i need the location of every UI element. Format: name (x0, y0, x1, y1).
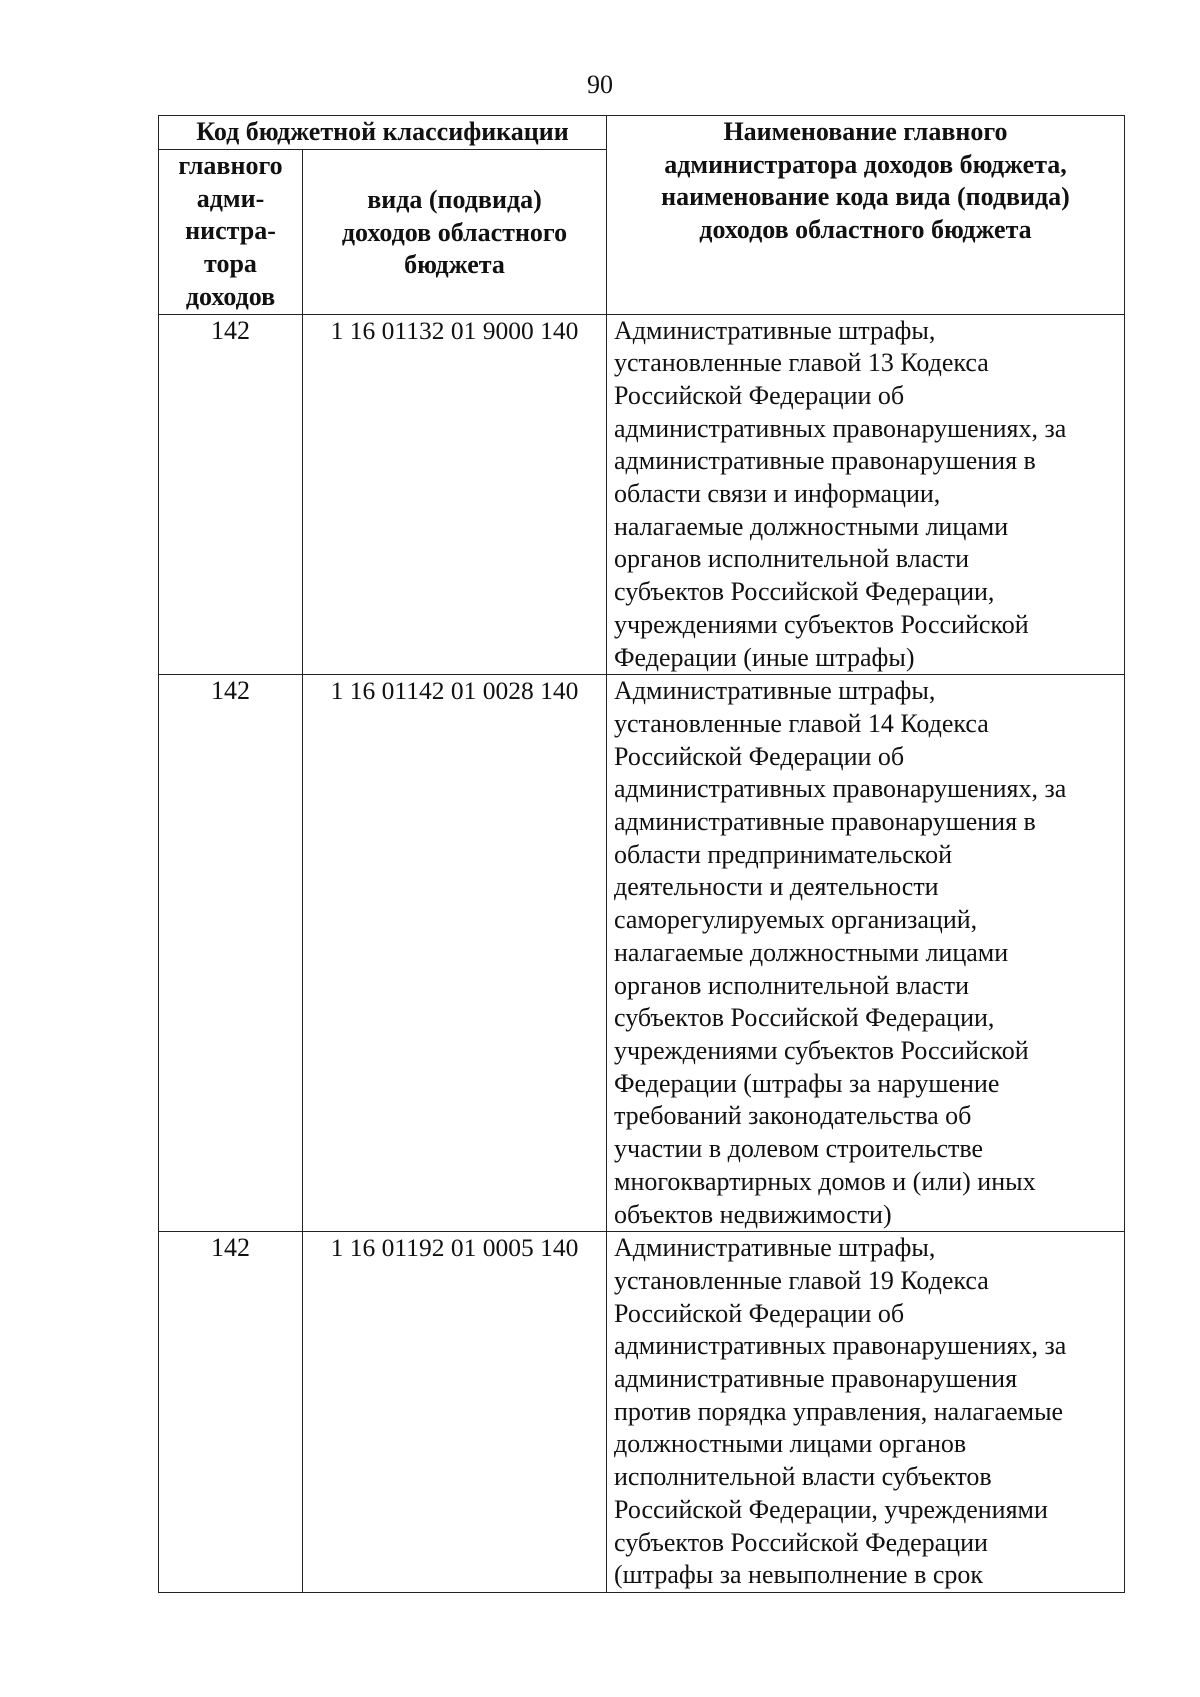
description-line: Федерации (иные штрафы) (614, 642, 915, 672)
description-line: участии в долевом строительстве (614, 1134, 984, 1164)
description-line: органов исполнительной власти (614, 970, 970, 1000)
admin-code-cell: 142 (159, 675, 303, 1232)
description-line: деятельности и деятельности (614, 872, 939, 902)
header-admin-column (159, 150, 303, 315)
header-admin-line: адми- (196, 183, 265, 213)
description-line: Административные штрафы, (614, 1233, 936, 1263)
description-line: должностными лицами органов (614, 1429, 967, 1459)
header-admin-line: нистра- (185, 216, 276, 246)
table-row (159, 675, 1125, 1232)
description-line: административные правонарушения в (614, 446, 1036, 476)
description-line: против порядка управления, налагаемые (614, 1396, 1064, 1426)
header-name-line: администратора доходов бюджета, (664, 149, 1067, 179)
description-line: налагаемые должностными лицами (614, 511, 1009, 541)
table-header (159, 116, 1125, 315)
header-name-column (607, 116, 1125, 315)
header-row-group (159, 116, 1125, 150)
description-line: установленные главой 14 Кодекса (614, 708, 989, 738)
description-line: субъектов Российской Федерации, (614, 577, 995, 607)
description-line: субъектов Российской Федерации, (614, 1003, 995, 1033)
description-line: административных правонарушениях, за (614, 413, 1067, 443)
description-line: Российской Федерации об (614, 1298, 905, 1328)
description-line: административных правонарушениях, за (614, 774, 1067, 804)
description-line: Российской Федерации, учреждениями (614, 1494, 1048, 1524)
header-kind-column (303, 150, 607, 315)
description-line: налагаемые должностными лицами (614, 937, 1009, 967)
description-line: Административные штрафы, (614, 676, 936, 706)
description-line: административных правонарушениях, за (614, 1331, 1067, 1361)
description-line: учреждениями субъектов Российской (614, 609, 1029, 639)
description-line: исполнительной власти субъектов (614, 1462, 992, 1492)
description-line: учреждениями субъектов Российской (614, 1035, 1029, 1065)
description-line: Российской Федерации об (614, 380, 905, 410)
header-admin-line: главного (178, 151, 283, 180)
description-line: Федерации (штрафы за нарушение (614, 1068, 1000, 1098)
page-number: 90 (587, 70, 613, 99)
description-line: административные правонарушения в (614, 807, 1036, 837)
description-line: области предпринимательской (614, 839, 953, 869)
description-cell (607, 314, 1125, 675)
kind-code-cell: 1 16 01142 01 0028 140 (303, 675, 607, 1232)
description-line: установленные главой 13 Кодекса (614, 348, 989, 378)
kind-code-cell: 1 16 01192 01 0005 140 (303, 1232, 607, 1593)
description-cell (607, 675, 1125, 1232)
header-name-line: доходов областного бюджета (699, 215, 1032, 245)
description-cell (607, 1232, 1125, 1593)
header-admin-line: тора (204, 249, 257, 279)
description-line: установленные главой 19 Кодекса (614, 1265, 989, 1295)
header-kind-line: вида (подвида) (367, 185, 542, 214)
description-line: субъектов Российской Федерации (614, 1527, 988, 1557)
description-line: саморегулируемых организаций, (614, 905, 978, 935)
description-line: Административные штрафы, (614, 315, 936, 345)
description-line: органов исполнительной власти (614, 544, 970, 574)
kind-code-cell: 1 16 01132 01 9000 140 (303, 314, 607, 675)
description-line: административные правонарушения (614, 1364, 1018, 1394)
header-name-line: Наименование главного (723, 117, 1008, 146)
description-line: требований законодательства об (614, 1101, 972, 1131)
table-row (159, 1232, 1125, 1593)
header-kind-line: бюджета (404, 250, 505, 280)
table-body (159, 314, 1125, 1592)
admin-code-cell: 142 (159, 1232, 303, 1593)
description-line: объектов недвижимости) (614, 1199, 892, 1229)
budget-classification-table (158, 115, 1125, 1593)
header-budget-code-group: Код бюджетной классификации (159, 116, 607, 150)
description-line: многоквартирных домов и (или) иных (614, 1166, 1036, 1196)
table-row (159, 314, 1125, 675)
header-name-line: наименование кода вида (подвида) (661, 182, 1070, 212)
description-line: Российской Федерации об (614, 741, 905, 771)
description-line: области связи и информации, (614, 479, 941, 509)
header-kind-line: доходов областного (341, 217, 568, 247)
description-line: (штрафы за невыполнение в срок (614, 1560, 984, 1590)
admin-code-cell: 142 (159, 314, 303, 675)
header-admin-line: доходов (185, 281, 276, 311)
